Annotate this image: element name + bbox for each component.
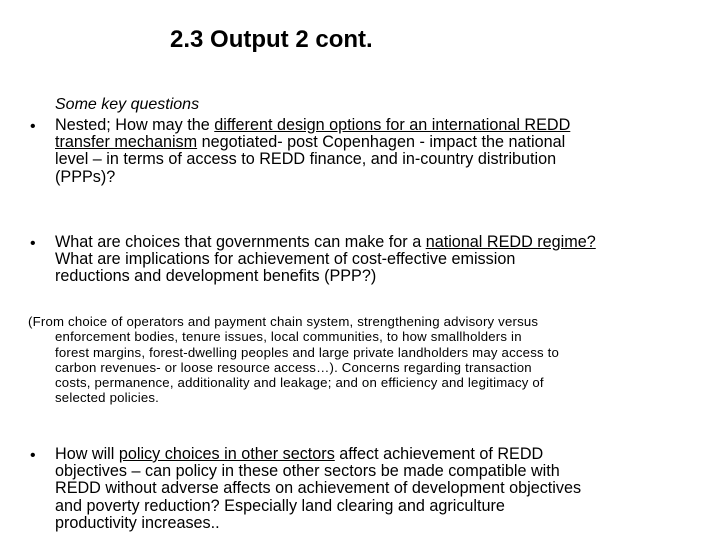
bullet-3: • xyxy=(30,447,36,464)
q2-line-1: What are choices that governments can make for a national REDD regime? xyxy=(55,233,596,251)
q1-line-1: Nested; How may the different design options for an international REDD xyxy=(55,116,571,134)
q3-line-1: How will policy choices in other sectors affect achievement of REDD xyxy=(55,445,544,463)
q2-line-2: What are implications for achievement of cost-effective emission xyxy=(55,250,516,269)
note-line-4: carbon revenues- or loose resource access…). Concerns regarding transaction xyxy=(55,359,532,375)
question-2 xyxy=(55,234,596,286)
q1-line-4: (PPPs)? xyxy=(55,167,116,186)
question-1 xyxy=(55,117,570,186)
q3-line-5: productivity increases.. xyxy=(55,513,220,532)
note-line-5: costs, permanence, additionality and leakage; and on efficiency and legitimacy of xyxy=(55,375,544,391)
q2-line-3: reductions and development benefits (PPP?) xyxy=(55,267,377,286)
q2-underlined-phrase: national REDD regime? xyxy=(425,233,596,251)
q1-line-3: level – in terms of access to REDD finance, and in-country distribution xyxy=(55,150,557,169)
q1-underlined-phrase-b: transfer mechanism xyxy=(55,133,198,152)
q3-line-3: REDD without adverse affects on achievement of development objectives xyxy=(55,479,582,498)
q1-underlined-phrase-a: different design options for an international REDD xyxy=(214,116,571,134)
note-line-1: (From choice of operators and payment chain system, strengthening advisory versus xyxy=(28,314,539,329)
q3-line-4: and poverty reduction? Especially land clearing and agriculture xyxy=(55,496,505,515)
question-3 xyxy=(55,446,581,532)
note-paragraph xyxy=(28,314,559,406)
slide-title: 2.3 Output 2 cont. xyxy=(170,26,373,53)
note-line-2: enforcement bodies, tenure issues, local communities, to how smallholders in xyxy=(55,329,522,345)
bullet-2: • xyxy=(30,235,36,252)
q3-line-2: objectives – can policy in these other sectors be made compatible with xyxy=(55,462,560,481)
bullet-1: • xyxy=(30,118,36,135)
q1-line-2: transfer mechanism negotiated- post Copenhagen - impact the national xyxy=(55,133,566,152)
note-line-6: selected policies. xyxy=(55,390,160,406)
note-line-3: forest margins, forest-dwelling peoples and large private landholders may access to xyxy=(55,344,560,360)
q3-underlined-phrase: policy choices in other sectors xyxy=(118,445,335,463)
intro-heading: Some key questions xyxy=(55,96,200,113)
